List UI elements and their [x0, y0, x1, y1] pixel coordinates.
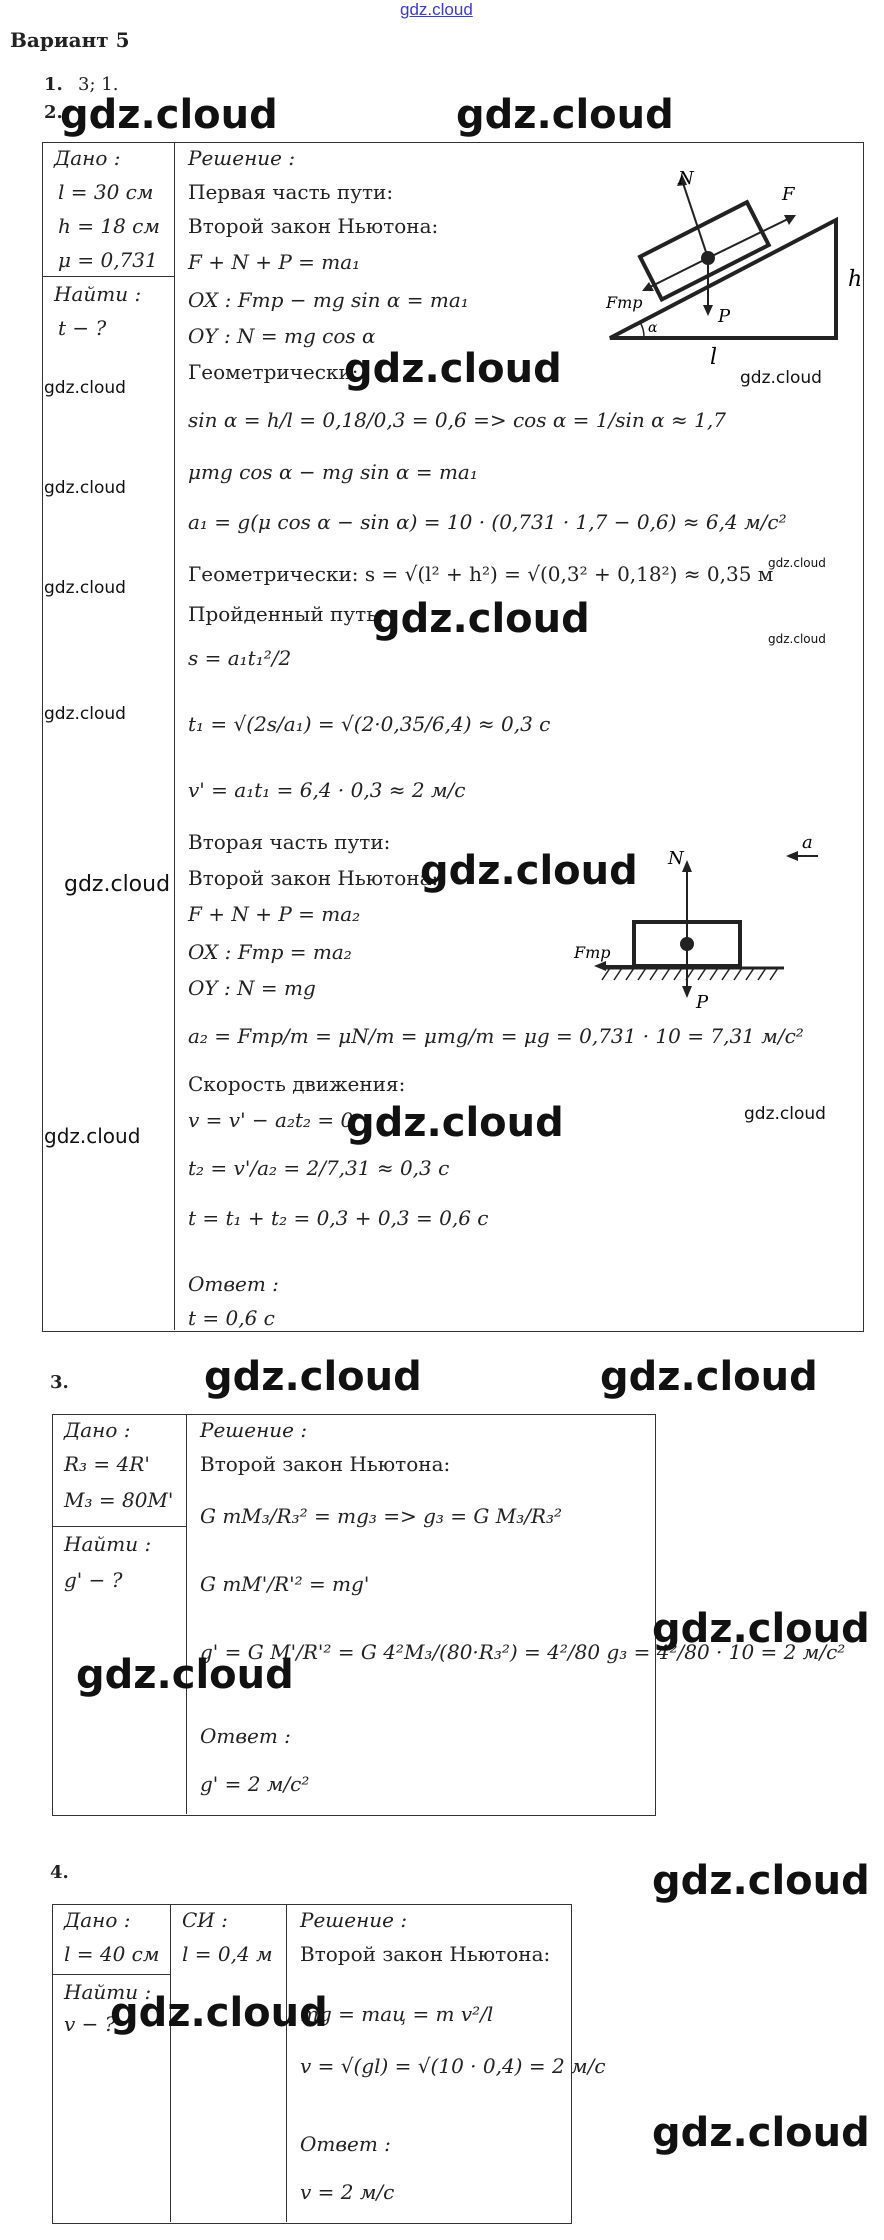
q2-line: Вторая часть пути: [188, 830, 391, 854]
q3-find-label: Найти : [64, 1532, 152, 1556]
q3-answer-label: Ответ : [200, 1724, 291, 1748]
watermark: gdz.cloud [420, 848, 638, 894]
q2-line: OX : Fтр = ma₂ [188, 940, 352, 964]
watermark: gdz.cloud [652, 2110, 870, 2156]
watermark-small: gdz.cloud [44, 478, 126, 498]
q3-given-separator [52, 1526, 186, 1527]
q4-si-l: l = 0,4 м [182, 1942, 273, 1966]
watermark: gdz.cloud [456, 92, 674, 138]
site-link[interactable]: gdz.cloud [400, 0, 473, 19]
q3-line: g' = G M'/R'² = G 4²M₃/(80·R₃²) = 4²/80 g₃ = 4²/80 · 10 = 2 м/с² [200, 1640, 846, 1664]
q2-divider [174, 142, 175, 1330]
q4-answer: v = 2 м/с [300, 2180, 395, 2204]
q4-find-label: Найти : [64, 1980, 152, 2004]
q2-line: Первая часть пути: [188, 180, 394, 204]
watermark-small: gdz.cloud [744, 1104, 826, 1124]
q3-given-R: R₃ = 4R' [64, 1452, 150, 1476]
fig1-Ftr-label: Fтр [606, 293, 643, 312]
q3-solution-label: Решение : [200, 1418, 308, 1442]
q4-solution-label: Решение : [300, 1908, 408, 1932]
q4-answer-label: Ответ : [300, 2132, 391, 2156]
watermark: gdz.cloud [652, 1606, 870, 1652]
watermark-small: gdz.cloud [44, 578, 126, 598]
q4-si-label: СИ : [182, 1908, 228, 1932]
q2-line: t₁ = √(2s/a₁) = √(2·0,35/6,4) ≈ 0,3 с [188, 712, 551, 736]
q2-line: t₂ = v'/a₂ = 2/7,31 ≈ 0,3 с [188, 1156, 450, 1180]
q4-divider-2 [286, 1904, 287, 2222]
q2-line: OY : N = mg cos α [188, 324, 376, 348]
q2-number: 2. [44, 102, 63, 123]
q2-find-label: Найти : [54, 282, 142, 306]
fig1-N-label: N [678, 168, 694, 189]
watermark: gdz.cloud [204, 1354, 422, 1400]
watermark-small: gdz.cloud [740, 368, 822, 388]
variant-title: Вариант 5 [10, 28, 130, 52]
watermark: gdz.cloud [344, 346, 562, 392]
q3-given-label: Дано : [64, 1418, 131, 1442]
watermark: gdz.cloud [372, 596, 590, 642]
q2-line: s = a₁t₁²/2 [188, 646, 292, 670]
watermark: gdz.cloud [110, 1990, 328, 2036]
watermark-tiny: gdz.cloud [768, 632, 826, 646]
q3-divider [186, 1414, 187, 1814]
fig2-Ftr-label: Fтр [574, 943, 611, 962]
q4-divider-1 [170, 1904, 171, 2222]
watermark-small: gdz.cloud [64, 872, 171, 897]
q2-find: t − ? [58, 316, 107, 340]
watermark-small: gdz.cloud [44, 378, 126, 398]
fig1-alpha-label: α [648, 320, 658, 336]
watermark: gdz.cloud [60, 92, 278, 138]
q1-answer: 3; 1. [78, 74, 119, 95]
q2-solution-label: Решение : [188, 146, 296, 170]
q2-given-separator [42, 276, 174, 277]
q4-given-separator [52, 1974, 170, 1975]
fig2-a-label: a [802, 832, 813, 853]
q2-line: v' = a₁t₁ = 6,4 · 0,3 ≈ 2 м/с [188, 778, 466, 802]
watermark-small: gdz.cloud [44, 704, 126, 724]
fig1-P-label: P [718, 306, 731, 327]
q2-line: OX : Fтр − mg sin α = ma₁ [188, 288, 469, 312]
q2-given-mu: μ = 0,731 [58, 248, 158, 272]
q4-number: 4. [50, 1862, 69, 1883]
q2-line: a₂ = Fтр/m = μN/m = μmg/m = μg = 0,731 · 10 = 7,31 м/с² [188, 1024, 804, 1048]
watermark: gdz.cloud [76, 1652, 294, 1698]
q2-line: F + N + P = ma₁ [188, 250, 361, 274]
q2-given-label: Дано : [54, 146, 121, 170]
q4-line: v = √(gl) = √(10 · 0,4) = 2 м/с [300, 2054, 606, 2078]
q3-line: G mM'/R'² = mg' [200, 1572, 370, 1596]
q2-given-h: h = 18 см [58, 214, 160, 238]
watermark: gdz.cloud [346, 1100, 564, 1146]
q2-line: μmg cos α − mg sin α = ma₁ [188, 460, 478, 484]
q4-line: Второй закон Ньютона: [300, 1942, 551, 1966]
fig1-h-label: h [848, 267, 863, 292]
q2-answer: t = 0,6 с [188, 1306, 275, 1330]
q2-line: Пройденный путь: [188, 602, 384, 626]
q3-find: g' − ? [64, 1568, 123, 1592]
q2-given-l: l = 30 см [58, 180, 154, 204]
q4-line: mg = maц = m v²/l [300, 2002, 494, 2026]
q2-line: Второй закон Ньютона: [188, 214, 439, 238]
q4-given-l: l = 40 см [64, 1942, 160, 1966]
q2-line: a₁ = g(μ cos α − sin α) = 10 · (0,731 · 1,7 − 0,6) ≈ 6,4 м/с² [188, 510, 787, 534]
q2-line: t = t₁ + t₂ = 0,3 + 0,3 = 0,6 с [188, 1206, 489, 1230]
watermark-small: gdz.cloud [44, 1124, 141, 1148]
q2-line: OY : N = mg [188, 976, 316, 1000]
watermark: gdz.cloud [652, 1858, 870, 1904]
q2-line: F + N + P = ma₂ [188, 902, 361, 926]
q2-line: Скорость движения: [188, 1072, 406, 1096]
fig2-N-label: N [668, 848, 684, 869]
q2-line: Геометрически: s = √(l² + h²) = √(0,3² + 0,18²) ≈ 0,35 м [188, 562, 774, 586]
q3-number: 3. [50, 1372, 69, 1393]
watermark: gdz.cloud [600, 1354, 818, 1400]
q2-incline-figure [600, 160, 870, 370]
q3-answer: g' = 2 м/с² [200, 1772, 310, 1796]
q4-find: v − ? [64, 2012, 116, 2036]
q2-line: sin α = h/l = 0,18/0,3 = 0,6 => cos α = 1/sin α ≈ 1,7 [188, 408, 726, 432]
q1-number: 1. [44, 74, 63, 95]
fig1-l-label: l [710, 345, 718, 370]
q2-answer-label: Ответ : [188, 1272, 279, 1296]
q2-line: v = v' − a₂t₂ = 0 [188, 1108, 354, 1132]
fig1-F-label: F [782, 184, 795, 205]
watermark-tiny: gdz.cloud [768, 556, 826, 570]
q3-given-M: M₃ = 80M' [64, 1488, 174, 1512]
q3-line: G mM₃/R₃² = mg₃ => g₃ = G M₃/R₃² [200, 1504, 563, 1528]
fig2-P-label: P [696, 992, 709, 1013]
q4-given-label: Дано : [64, 1908, 131, 1932]
q2-line: Геометрически: [188, 360, 359, 384]
q3-line: Второй закон Ньютона: [200, 1452, 451, 1476]
q2-line: Второй закон Ньютона: [188, 866, 439, 890]
